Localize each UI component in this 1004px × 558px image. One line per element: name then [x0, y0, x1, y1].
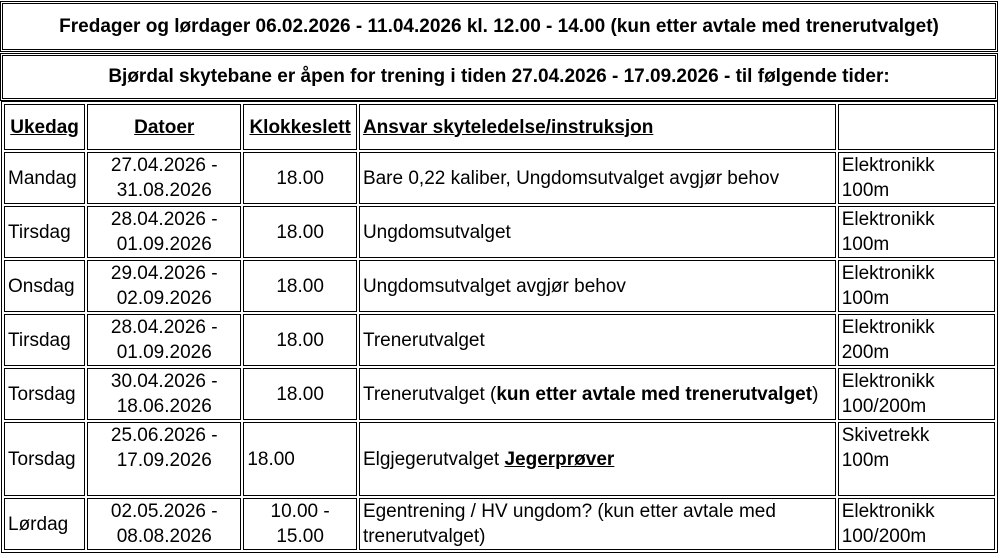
period-banner	[2, 3, 996, 50]
cell-range	[838, 152, 995, 204]
date-to: 02.09.2026	[116, 288, 212, 309]
cell-ansvar: Ungdomsutvalget avgjør behov	[359, 260, 836, 312]
cell-datoer	[87, 498, 241, 550]
table-row	[4, 498, 995, 550]
cell-range	[838, 206, 995, 258]
range-distance: 100/200m	[841, 396, 927, 417]
range-distance: 100m	[841, 288, 890, 309]
range-distance: 100m	[841, 180, 890, 201]
cell-klokkeslett: 18.00	[243, 152, 357, 204]
cell-range	[838, 368, 995, 420]
cell-ansvar	[359, 498, 836, 550]
cell-ansvar	[359, 422, 836, 496]
date-from: 29.04.2026 -	[110, 263, 218, 284]
cell-klokkeslett: 18.00	[243, 314, 357, 366]
date-from: 30.04.2026 -	[110, 371, 218, 392]
table-row	[4, 314, 995, 366]
header-klokkeslett: Klokkeslett	[243, 104, 357, 150]
range-type: Elektronikk	[841, 317, 935, 338]
cell-klokkeslett: 18.00	[243, 422, 357, 496]
table-row	[4, 206, 995, 258]
range-type: Elektronikk	[841, 155, 935, 176]
ansvar-bold-note: kun etter avtale med trenerutvalget	[496, 383, 813, 405]
cell-klokkeslett: 18.00	[243, 368, 357, 420]
cell-ukedag: Mandag	[4, 152, 85, 204]
date-to: 08.08.2026	[116, 526, 212, 547]
cell-range	[838, 422, 995, 496]
range-distance: 200m	[841, 342, 890, 363]
table-row	[4, 368, 995, 420]
time-from: 10.00 -	[270, 501, 330, 522]
cell-ukedag: Tirsdag	[4, 314, 85, 366]
cell-datoer	[87, 206, 241, 258]
date-to: 31.08.2026	[116, 180, 212, 201]
header-row	[4, 104, 995, 150]
cell-ansvar: Bare 0,22 kaliber, Ungdomsutvalget avgjør behov	[359, 152, 836, 204]
header-ukedag: Ukedag	[4, 104, 85, 150]
time-to: 15.00	[276, 526, 324, 547]
cell-ukedag: Onsdag	[4, 260, 85, 312]
cell-klokkeslett	[243, 498, 357, 550]
schedule-table	[1, 101, 998, 553]
cell-ukedag: Torsdag	[4, 368, 85, 420]
range-type: Elektronikk	[841, 263, 935, 284]
cell-klokkeslett: 18.00	[243, 206, 357, 258]
cell-datoer	[87, 368, 241, 420]
ansvar-line1: Egentrening / HV ungdom? (kun etter avtale med	[362, 501, 776, 522]
date-from: 25.06.2026 -	[110, 425, 218, 446]
cell-ansvar	[359, 368, 836, 420]
date-from: 28.04.2026 -	[110, 317, 218, 338]
cell-datoer	[87, 422, 241, 496]
header-datoer: Datoer	[87, 104, 241, 150]
range-distance: 100m	[841, 234, 890, 255]
date-from: 02.05.2026 -	[110, 501, 218, 522]
date-to: 18.06.2026	[116, 396, 212, 417]
ansvar-prefix: Elgjegerutvalget	[362, 448, 505, 470]
cell-ukedag: Lørdag	[4, 498, 85, 550]
range-type: Elektronikk	[841, 501, 935, 522]
period-banner-text: Fredager og lørdager 06.02.2026 - 11.04.2026 kl. 12.00 - 14.00 (kun etter avtale med trenerutvalget)	[59, 15, 939, 37]
cell-klokkeslett: 18.00	[243, 260, 357, 312]
cell-ukedag: Torsdag	[4, 422, 85, 496]
date-to: 01.09.2026	[116, 234, 212, 255]
ansvar-prefix: Trenerutvalget (	[362, 383, 497, 405]
table-row	[4, 260, 995, 312]
cell-datoer	[87, 314, 241, 366]
date-from: 27.04.2026 -	[110, 155, 218, 176]
ansvar-line2: trenerutvalget)	[362, 526, 486, 547]
date-to: 01.09.2026	[116, 342, 212, 363]
cell-range	[838, 498, 995, 550]
range-type: Elektronikk	[841, 371, 935, 392]
range-type: Elektronikk	[841, 209, 935, 230]
header-ansvar: Ansvar skyteledelse/instruksjon	[359, 104, 836, 150]
jegerprover-link[interactable]: Jegerprøver	[504, 448, 615, 470]
cell-datoer	[87, 260, 241, 312]
cell-datoer	[87, 152, 241, 204]
season-banner-text: Bjørdal skytebane er åpen for trening i tiden 27.04.2026 - 17.09.2026 - til følgende tider:	[108, 66, 890, 87]
cell-range	[838, 260, 995, 312]
range-distance: 100/200m	[841, 526, 927, 547]
cell-range	[838, 314, 995, 366]
date-from: 28.04.2026 -	[110, 209, 218, 230]
cell-ukedag: Tirsdag	[4, 206, 85, 258]
ansvar-suffix: )	[812, 383, 819, 405]
table-row	[4, 422, 995, 496]
season-banner	[2, 55, 996, 99]
range-type: Skivetrekk	[841, 425, 930, 446]
cell-ansvar: Trenerutvalget	[359, 314, 836, 366]
range-distance: 100m	[841, 450, 890, 471]
date-to: 17.09.2026	[116, 450, 212, 471]
table-row	[4, 152, 995, 204]
header-extra	[838, 104, 995, 150]
cell-ansvar: Ungdomsutvalget	[359, 206, 836, 258]
